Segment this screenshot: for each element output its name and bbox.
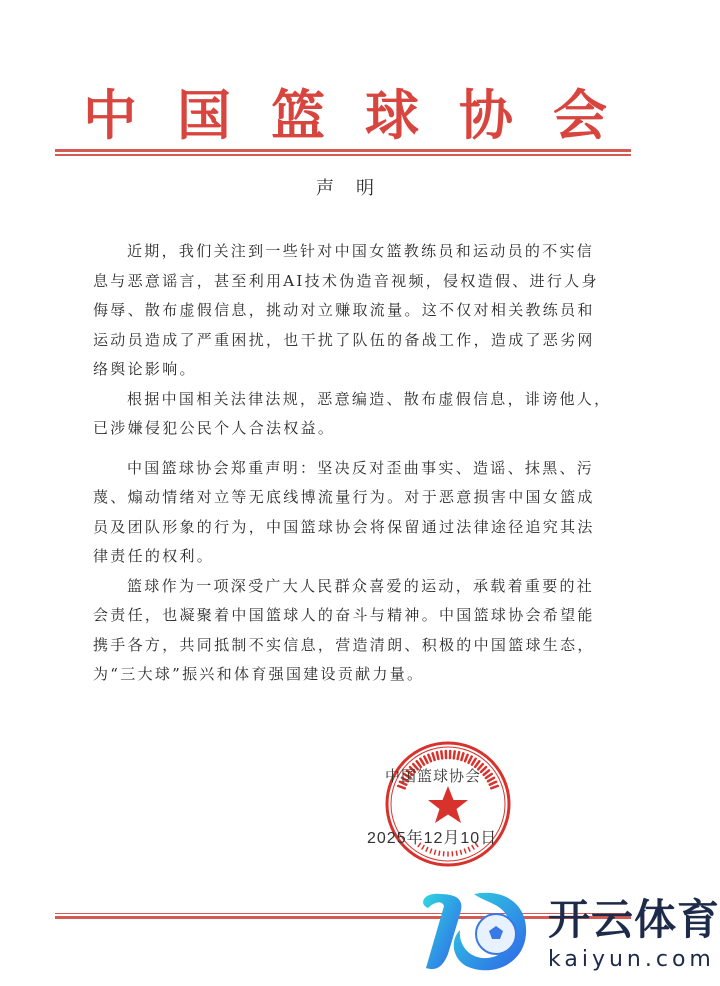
seal-number-mark bbox=[464, 849, 465, 853]
document-title: 声明 bbox=[316, 178, 396, 199]
seal-lettering-mark bbox=[486, 774, 492, 778]
paragraph-line: 篮球作为一项深受广大人民群众喜爱的运动，承载着重要的社 bbox=[127, 576, 595, 595]
seal-lettering-mark bbox=[472, 759, 476, 765]
seal-lettering-mark bbox=[420, 759, 424, 765]
seal-lettering-mark bbox=[441, 751, 442, 758]
seal-lettering-mark bbox=[458, 752, 459, 759]
paragraph-line: 为“三大球”振兴和体育强国建设贡献力量。 bbox=[93, 665, 425, 683]
statement-paragraph bbox=[93, 237, 603, 385]
seal-number-mark bbox=[426, 848, 428, 852]
statement-paragraph bbox=[93, 385, 612, 444]
paragraph-line: 运动员造成了严重困扰，也干扰了队伍的备战工作，造成了恶劣网 bbox=[93, 330, 595, 349]
seal-lettering-mark bbox=[488, 778, 494, 781]
paragraph-line: 息与恶意谣言，甚至利用AI技术伪造音视频，侵权造假、进行人身 bbox=[93, 271, 599, 290]
seal-lettering-mark bbox=[484, 770, 489, 774]
letterhead-title: 中国篮球协会 bbox=[83, 83, 647, 147]
seal-lettering-mark bbox=[433, 753, 435, 760]
seal-number-mark bbox=[460, 850, 461, 854]
seal-lettering-mark bbox=[398, 786, 405, 788]
statement-paragraph bbox=[93, 572, 603, 690]
seal-number-mark bbox=[456, 851, 457, 855]
seal-lettering-mark bbox=[437, 752, 438, 759]
paragraph-line: 络舆论影响。 bbox=[93, 360, 197, 378]
seal-number-mark bbox=[435, 850, 436, 854]
paragraph-line: 律责任的权利。 bbox=[93, 547, 215, 565]
seal-lettering-mark bbox=[461, 753, 463, 760]
paragraph-line: 会责任，也凝聚着中国篮球人的奋斗与精神。中国篮球协会希望能 bbox=[93, 606, 595, 624]
seal-number-mark bbox=[439, 851, 440, 855]
paragraph-line: 根据中国相关法律法规，恶意编造、散布虚假信息，诽谤他人， bbox=[127, 389, 612, 408]
kaiyun-watermark bbox=[404, 884, 720, 980]
paragraph-line: 蔑、煽动情绪对立等无底线博流量行为。对于恶意损害中国女篮成 bbox=[93, 488, 595, 506]
seal-number-mark bbox=[430, 849, 431, 853]
seal-lettering-mark bbox=[491, 786, 498, 788]
seal-lettering-mark bbox=[465, 755, 468, 762]
seal-lettering-mark bbox=[454, 751, 455, 758]
paragraph-line: 侮辱、散布虚假信息，挑动对立赚取流量。这不仅对相关教练员和 bbox=[93, 301, 595, 319]
seal-lettering-mark bbox=[424, 757, 427, 763]
signature-date: 2025年12月10日 bbox=[367, 830, 498, 847]
statement-paragraph bbox=[93, 454, 603, 572]
paragraph-line: 携手各方，共同抵制不实信息，营造清朗、积极的中国篮球生态， bbox=[93, 635, 595, 654]
seal-lettering-mark bbox=[428, 755, 431, 762]
paragraph-line: 中国篮球协会郑重声明：坚决反对歪曲事实、造谣、抹黑、污 bbox=[127, 458, 595, 477]
seal-lettering-mark bbox=[469, 757, 472, 763]
official-seal bbox=[384, 740, 512, 868]
kaiyun-domain: kaiyun.com bbox=[548, 947, 715, 972]
seal-lettering-mark bbox=[490, 782, 496, 785]
kaiyun-name: 开云体育 bbox=[548, 895, 720, 944]
kaiyun-logo-icon bbox=[404, 884, 544, 980]
seal-number-mark bbox=[468, 848, 470, 852]
signature-organization: 中国篮球协会 bbox=[385, 768, 482, 785]
statement-body bbox=[93, 237, 612, 690]
seal-lettering-mark bbox=[481, 767, 486, 772]
paragraph-line: 近期，我们关注到一些针对中国女篮教练员和运动员的不实信 bbox=[127, 242, 595, 260]
paragraph-line: 员及团队形象的行为，中国篮球协会将保留通过法律途径追究其法 bbox=[93, 517, 595, 536]
header-divider bbox=[55, 149, 631, 156]
paragraph-line: 已涉嫌侵犯公民个人合法权益。 bbox=[93, 419, 336, 437]
